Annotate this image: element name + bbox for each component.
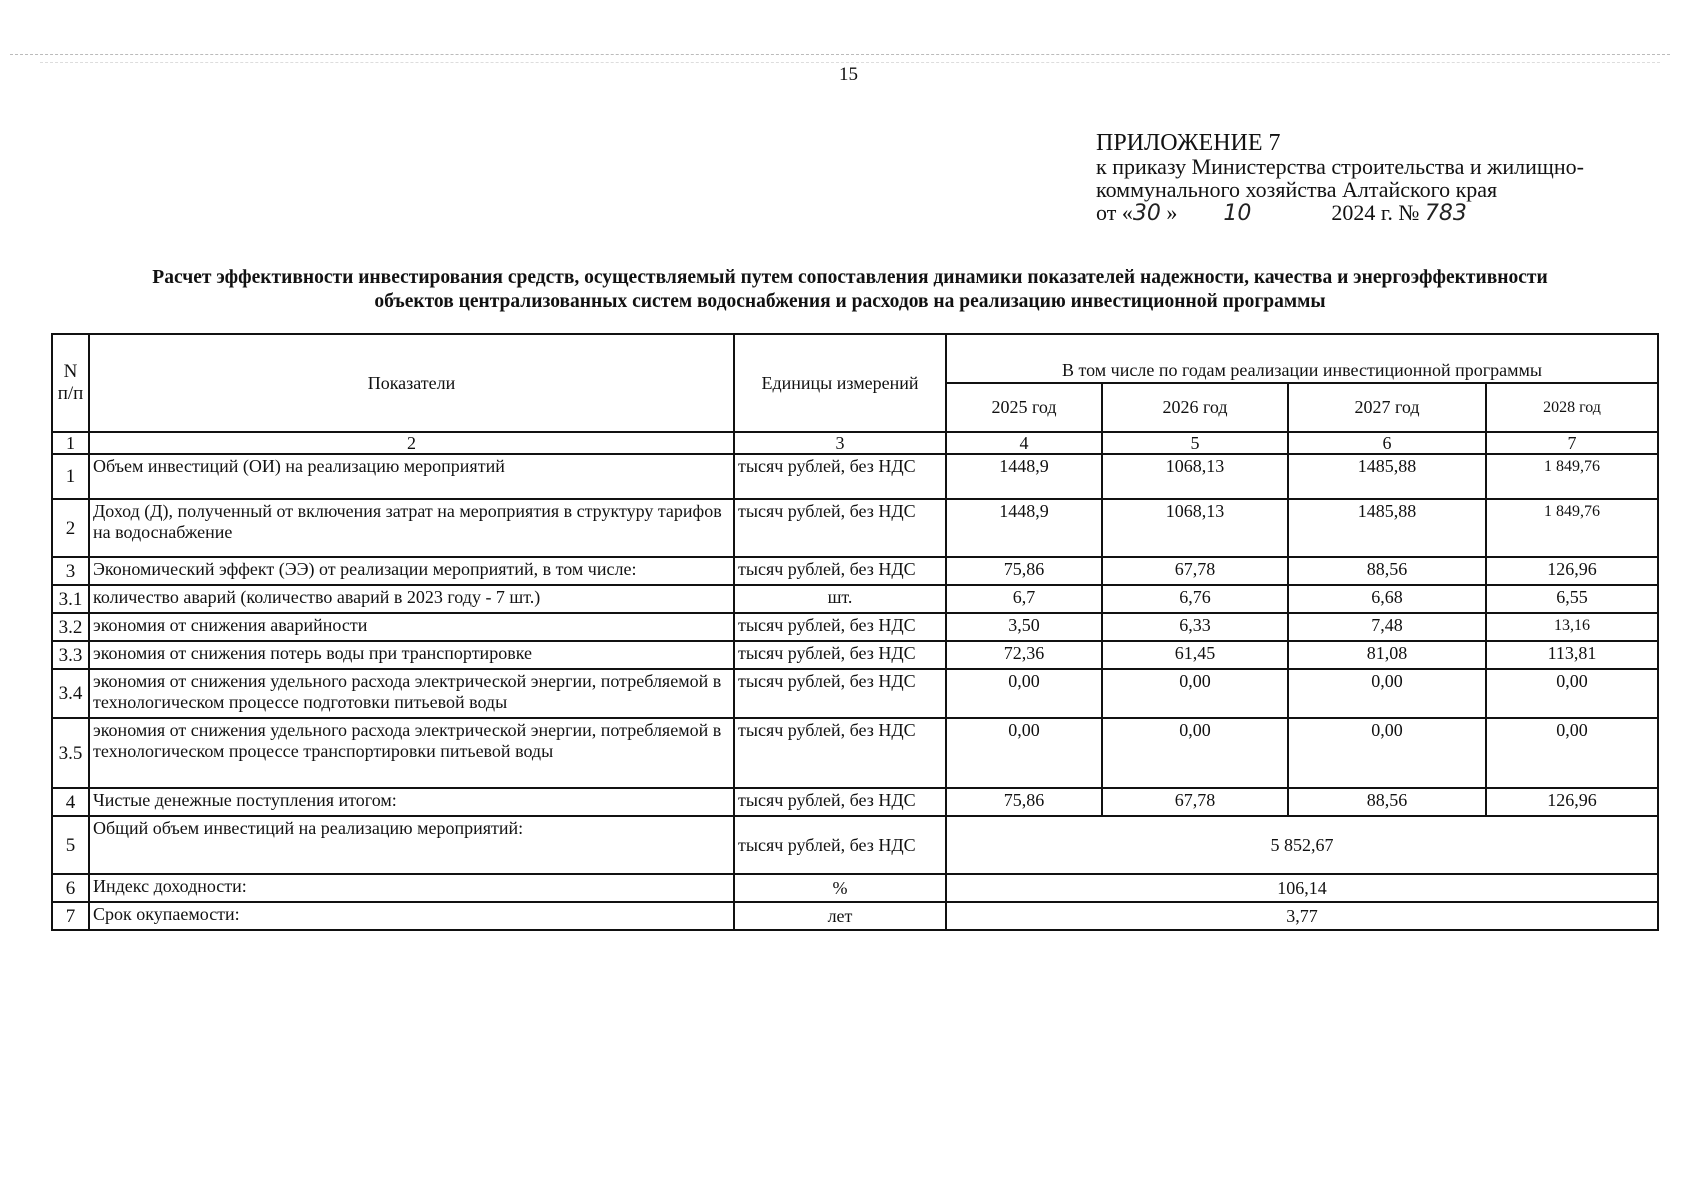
row-value-2027: 1485,88 (1288, 499, 1486, 557)
row-number: 3.3 (52, 641, 89, 669)
row-value-2027: 0,00 (1288, 669, 1486, 718)
row-number: 3.4 (52, 669, 89, 718)
row-number: 3.5 (52, 718, 89, 788)
table-row (52, 585, 1658, 613)
row-name: Индекс доходности: (89, 874, 734, 902)
col-number: 3 (734, 432, 946, 454)
handwritten-day: 30 (1132, 201, 1161, 226)
row-value-2026: 0,00 (1102, 669, 1288, 718)
row-value-2025: 0,00 (946, 718, 1102, 788)
row-name: количество аварий (количество аварий в 2023 году - 7 шт.) (89, 585, 734, 613)
row-value-2027: 1485,88 (1288, 454, 1486, 499)
row-value-2026: 67,78 (1102, 788, 1288, 816)
handwritten-number: 783 (1424, 201, 1467, 226)
handwritten-month: 10 (1223, 201, 1252, 226)
row-name: Срок окупаемости: (89, 902, 734, 930)
row-unit: тысяч рублей, без НДС (734, 641, 946, 669)
row-name: Объем инвестиций (ОИ) на реализацию мероприятий (89, 454, 734, 499)
title-line-2: объектов централизованных систем водоснабжения и расходов на реализацию инвестиционной программы (374, 291, 1326, 312)
row-unit: тысяч рублей, без НДС (734, 557, 946, 585)
row-name: экономия от снижения удельного расхода электрической энергии, потребляемой в технологическом процессе подготовки питьевой воды (89, 669, 734, 718)
row-value-2027: 88,56 (1288, 557, 1486, 585)
col-number: 7 (1486, 432, 1658, 454)
row-value-2025: 75,86 (946, 788, 1102, 816)
row-name: Доход (Д), полученный от включения затрат на мероприятия в структуру тарифов на водоснабжение (89, 499, 734, 557)
header-year-2026: 2026 год (1102, 383, 1288, 432)
row-total-value: 5 852,67 (946, 816, 1658, 874)
col-number: 2 (89, 432, 734, 454)
table-row (52, 788, 1658, 816)
row-value-2028: 0,00 (1486, 718, 1658, 788)
header-units: Единицы измерений (734, 334, 946, 432)
row-number: 3.1 (52, 585, 89, 613)
header-year-2027: 2027 год (1288, 383, 1486, 432)
row-number: 5 (52, 816, 89, 874)
row-value-2025: 6,7 (946, 585, 1102, 613)
scan-artifact-line (40, 62, 1660, 63)
table-row (52, 454, 1658, 499)
row-value-2027: 0,00 (1288, 718, 1486, 788)
row-unit: тысяч рублей, без НДС (734, 613, 946, 641)
row-value-2026: 6,33 (1102, 613, 1288, 641)
date-mid: » (1166, 200, 1178, 225)
table-row (52, 669, 1658, 718)
table-row (52, 499, 1658, 557)
year-text: 2024 г. № (1331, 200, 1420, 225)
row-unit: лет (734, 902, 946, 930)
efficiency-table (51, 333, 1659, 931)
row-value-2028: 126,96 (1486, 557, 1658, 585)
appendix-title: ПРИЛОЖЕНИЕ 7 (1096, 130, 1281, 156)
row-name: Общий объем инвестиций на реализацию мероприятий: (89, 816, 734, 874)
row-unit: тысяч рублей, без НДС (734, 816, 946, 874)
row-value-2027: 6,68 (1288, 585, 1486, 613)
row-number: 1 (52, 454, 89, 499)
row-name: Экономический эффект (ЭЭ) от реализации мероприятий, в том числе: (89, 557, 734, 585)
row-value-2025: 3,50 (946, 613, 1102, 641)
row-value-2026: 1068,13 (1102, 454, 1288, 499)
row-value-2028: 113,81 (1486, 641, 1658, 669)
summary-row (52, 874, 1658, 902)
document-title (40, 266, 1660, 314)
title-line-1: Расчет эффективности инвестирования средств, осуществляемый путем сопоставления динамики показателей надежности, качества и энергоэффективности (152, 267, 1548, 288)
appendix-block (1096, 132, 1584, 225)
col-number: 6 (1288, 432, 1486, 454)
row-unit: % (734, 874, 946, 902)
row-total-value: 106,14 (946, 874, 1658, 902)
row-value-2026: 6,76 (1102, 585, 1288, 613)
header-year-2028: 2028 год (1486, 383, 1658, 432)
summary-row (52, 902, 1658, 930)
col-number: 1 (52, 432, 89, 454)
row-value-2025: 75,86 (946, 557, 1102, 585)
col-number: 4 (946, 432, 1102, 454)
row-value-2027: 7,48 (1288, 613, 1486, 641)
row-number: 3.2 (52, 613, 89, 641)
row-value-2025: 72,36 (946, 641, 1102, 669)
row-number: 2 (52, 499, 89, 557)
row-number: 7 (52, 902, 89, 930)
row-value-2028: 126,96 (1486, 788, 1658, 816)
row-value-2025: 0,00 (946, 669, 1102, 718)
row-name: экономия от снижения потерь воды при транспортировке (89, 641, 734, 669)
table-row (52, 557, 1658, 585)
row-unit: шт. (734, 585, 946, 613)
row-unit: тысяч рублей, без НДС (734, 669, 946, 718)
row-value-2026: 0,00 (1102, 718, 1288, 788)
row-number: 6 (52, 874, 89, 902)
scan-artifact-line (10, 54, 1670, 55)
page-number: 15 (839, 64, 858, 85)
row-value-2026: 1068,13 (1102, 499, 1288, 557)
col-number: 5 (1102, 432, 1288, 454)
row-unit: тысяч рублей, без НДС (734, 454, 946, 499)
row-name: экономия от снижения аварийности (89, 613, 734, 641)
summary-row (52, 816, 1658, 874)
header-n: N п/п (52, 334, 89, 432)
date-prefix: от « (1096, 200, 1133, 225)
row-value-2026: 61,45 (1102, 641, 1288, 669)
row-value-2025: 1448,9 (946, 454, 1102, 499)
row-number: 3 (52, 557, 89, 585)
appendix-line-2: коммунального хозяйства Алтайского края (1096, 177, 1498, 202)
row-unit: тысяч рублей, без НДС (734, 788, 946, 816)
row-value-2028: 13,16 (1486, 613, 1658, 641)
table-row (52, 641, 1658, 669)
row-name: Чистые денежные поступления итогом: (89, 788, 734, 816)
row-total-value: 3,77 (946, 902, 1658, 930)
row-value-2028: 1 849,76 (1486, 454, 1658, 499)
appendix-line-1: к приказу Министерства строительства и жилищно- (1096, 154, 1584, 179)
row-name: экономия от снижения удельного расхода электрической энергии, потребляемой в технологическом процессе транспортировки питьевой воды (89, 718, 734, 788)
row-value-2028: 1 849,76 (1486, 499, 1658, 557)
table-row (52, 613, 1658, 641)
row-number: 4 (52, 788, 89, 816)
header-year-2025: 2025 год (946, 383, 1102, 432)
row-value-2028: 6,55 (1486, 585, 1658, 613)
row-value-2027: 88,56 (1288, 788, 1486, 816)
row-unit: тысяч рублей, без НДС (734, 499, 946, 557)
header-indicators: Показатели (89, 334, 734, 432)
row-value-2028: 0,00 (1486, 669, 1658, 718)
row-unit: тысяч рублей, без НДС (734, 718, 946, 788)
table-row (52, 718, 1658, 788)
header-years-group: В том числе по годам реализации инвестиционной программы (946, 334, 1658, 383)
appendix-date-line (1096, 201, 1584, 225)
row-value-2025: 1448,9 (946, 499, 1102, 557)
row-value-2027: 81,08 (1288, 641, 1486, 669)
row-value-2026: 67,78 (1102, 557, 1288, 585)
